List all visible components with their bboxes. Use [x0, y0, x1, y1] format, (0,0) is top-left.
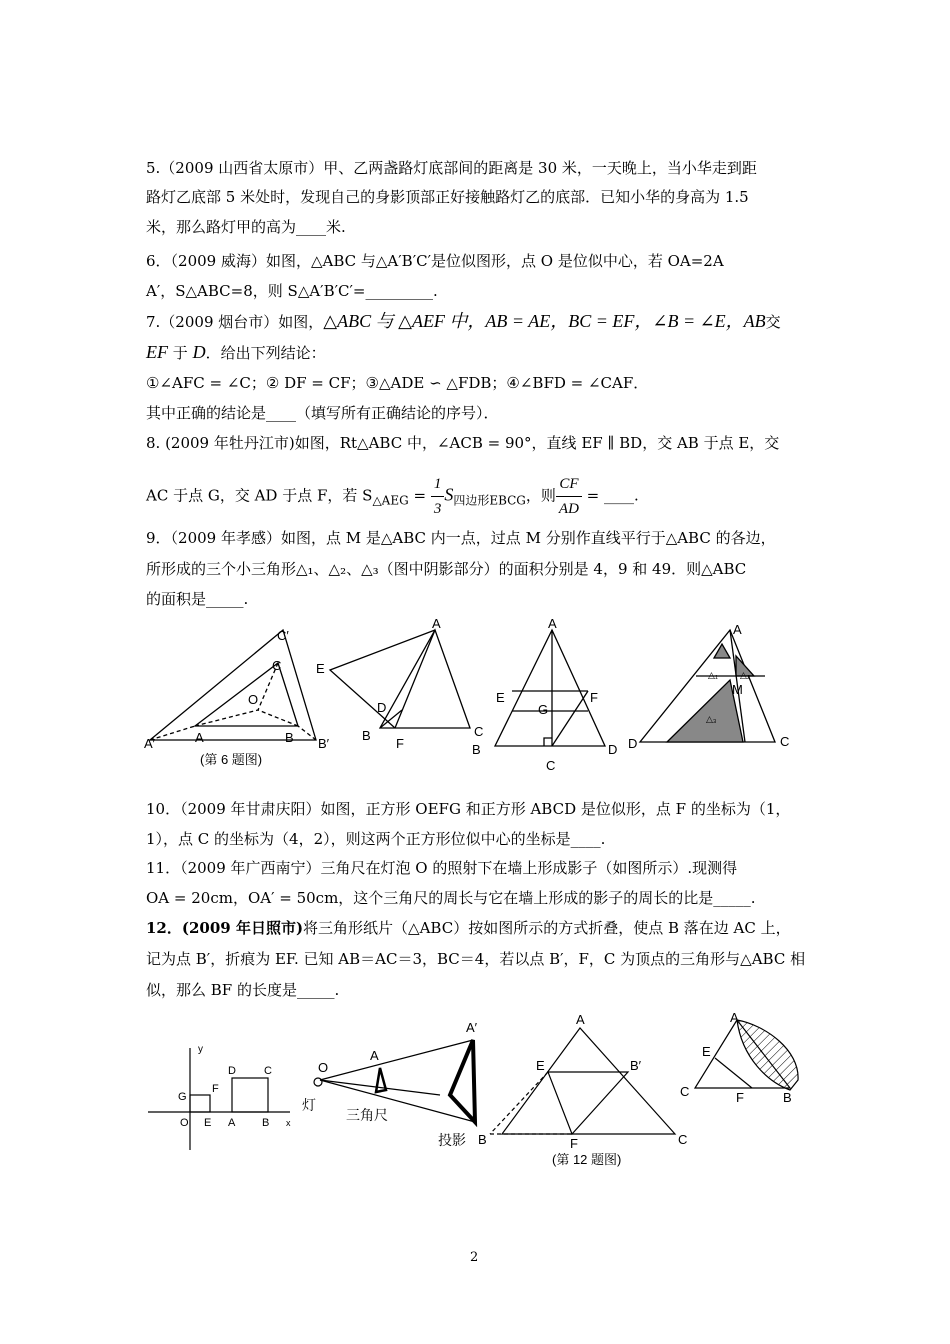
q9-line1: 9．（2009 年孝感）如图，点 M 是△ABC 内一点，过点 M 分别作直线平行于△ABC 的各边，	[146, 529, 776, 547]
f12b-label-b: B	[783, 1090, 792, 1105]
q11-line2: OA = 20cm，OA′ = 50cm，这个三角尺的周长与它在墙上形成的影子的周长的比是_____.	[146, 889, 756, 907]
figure-q8	[495, 630, 605, 746]
q7-line3: ①∠AFC = ∠C；② DF = CF；③△ADE ∽ △FDB；④∠BFD = ∠CAF．	[146, 374, 649, 392]
f10-label-f: F	[212, 1083, 219, 1095]
q11-line1: 11．（2009 年广西南宁）三角尺在灯泡 O 的照射下在墙上形成影子（如图所示）.现测得	[146, 859, 738, 877]
q8-frac2-num: CF	[556, 472, 582, 497]
q8-frac-num: 1	[431, 472, 445, 497]
q12-line2: 记为点 B′，折痕为 EF. 已知 AB＝AC＝3，BC＝4，若以点 B′，F，C 为顶点的三角形与△ABC 相	[146, 950, 806, 968]
f12-label-f: F	[570, 1136, 578, 1151]
f8-label-a: A	[548, 618, 557, 631]
f6-label-c: C	[272, 658, 282, 673]
q7-line2-b: 于	[172, 344, 188, 362]
f9-label-delta2: △₂	[740, 670, 751, 680]
q8-line2-b: ，则	[525, 486, 556, 505]
f12-label-e: E	[536, 1058, 545, 1073]
q7-line2	[146, 342, 326, 363]
q6-line2: A′，S△ABC=8，则 S△A′B′C′=_________.	[146, 282, 438, 300]
figure-q12	[490, 1028, 675, 1134]
f12-label-b-prime: B′	[630, 1058, 642, 1073]
f7-label-b: B	[362, 728, 371, 743]
q7-line2-d: ．给出下列结论：	[205, 344, 326, 362]
q12-line3: 似，那么 BF 的长度是_____.	[146, 981, 340, 999]
f10-label-c: C	[264, 1065, 272, 1077]
f7-label-f: F	[396, 736, 404, 751]
figure-q9	[640, 630, 775, 742]
f10-label-o: O	[180, 1117, 189, 1129]
f8-label-b: B	[472, 742, 481, 757]
q12-line1-rest: 将三角形纸片（△ABC）按如图所示的方式折叠，使点 B 落在边 AC 上，	[303, 919, 791, 937]
q8-line2-a: AC 于点 G，交 AD 于点 F，若 S	[146, 486, 373, 505]
figure-row-1	[140, 618, 810, 773]
f12-label-a: A	[576, 1012, 585, 1027]
q8-line2-c: = ____.	[581, 486, 639, 505]
f9-label-m: M	[732, 682, 743, 697]
f12-label-b: B	[478, 1132, 487, 1147]
q8-frac-den: 3	[433, 501, 442, 517]
f11-label-a: A	[370, 1048, 379, 1063]
q8-frac2-den: AD	[558, 501, 579, 517]
q7-line1	[146, 311, 781, 332]
q7-line4: 其中正确的结论是____（填写所有正确结论的序号）．	[146, 404, 499, 422]
figure-q11	[314, 1040, 475, 1122]
q9-line3: 的面积是_____.	[146, 590, 249, 608]
f6-label-a-prime: A′	[144, 736, 156, 751]
q6-line1: 6．（2009 威海）如图，△ABC 与△A′B′C′是位似图形，点 O 是位似中心，若 OA=2A	[146, 252, 724, 270]
figure-q6	[150, 630, 316, 740]
f12b-label-c: C	[680, 1084, 690, 1099]
f10-label-d: D	[228, 1065, 236, 1077]
f10-label-x: x	[286, 1118, 291, 1128]
f7-label-c: C	[474, 724, 484, 739]
page-number: 2	[470, 1250, 479, 1265]
f7-label-e: E	[316, 661, 325, 676]
q8-eq: =	[408, 486, 431, 505]
f12b-label-e: E	[702, 1044, 711, 1059]
f9-label-d: D	[628, 736, 638, 751]
q8-line2	[146, 472, 639, 521]
f8-label-e: E	[496, 690, 505, 705]
f6-label-o: O	[248, 692, 259, 707]
q12-line1-bold: 12．(2009 年日照市)	[146, 919, 304, 937]
f6-caption: (第 6 题图)	[200, 752, 263, 767]
figure-row-2	[140, 1010, 820, 1175]
q10-line2: 1），点 C 的坐标为（4，2），则这两个正方形位似中心的坐标是____.	[146, 830, 606, 848]
f8-label-c: C	[546, 758, 556, 773]
f12-label-c: C	[678, 1132, 688, 1147]
q5-line3: 米，那么路灯甲的高为____米.	[146, 218, 346, 236]
f12-caption: (第 12 题图)	[552, 1152, 622, 1167]
figure-q7	[330, 630, 470, 728]
f11-label-a-prime: A′	[466, 1020, 478, 1035]
f11-label-lamp: 灯	[302, 1097, 316, 1113]
q12-line1	[146, 918, 791, 938]
f9-label-delta3: △₃	[706, 714, 717, 724]
q7-line2-a: EF	[146, 342, 168, 362]
f7-label-a: A	[432, 618, 441, 631]
f8-label-d: D	[608, 742, 618, 757]
q8-sub1: △AEG	[372, 493, 409, 508]
f7-label-d: D	[377, 700, 387, 715]
figure-q10	[148, 1048, 290, 1150]
f8-label-g: G	[538, 702, 549, 717]
f10-label-g: G	[178, 1091, 187, 1103]
q8-frac-one-third	[431, 472, 445, 521]
f6-label-b-prime: B′	[318, 736, 330, 751]
q5-line1: 5.（2009 山西省太原市）甲、乙两盏路灯底部间的距离是 30 米，一天晚上，当小华走到距	[146, 159, 757, 177]
f6-label-c-prime: C′	[277, 628, 289, 643]
q8-line1: 8. (2009 年牡丹江市)如图，Rt△ABC 中，∠ACB = 90°，直线 EF ∥ BD，交 AB 于点 E，交	[146, 434, 780, 452]
q8-s: S	[444, 484, 454, 505]
q5-line2: 路灯乙底部 5 米处时，发现自己的身影顶部正好接触路灯乙的底部．已知小华的身高为 1.5	[146, 188, 749, 206]
f11-label-o: O	[318, 1060, 329, 1075]
f10-label-a: A	[228, 1117, 236, 1129]
f11-label-shadow: 投影	[438, 1132, 466, 1148]
q7-line1-c: 交	[765, 313, 781, 331]
f10-label-e: E	[204, 1117, 212, 1129]
q8-frac-cf-ad	[556, 472, 582, 521]
q8-sub2: 四边形EBCG	[453, 493, 526, 508]
q9-line2: 所形成的三个小三角形△₁、△₂、△₃（图中阴影部分）的面积分别是 4，9 和 49．则△ABC	[146, 560, 747, 578]
f10-label-y: y	[198, 1044, 203, 1055]
f12b-label-a: A	[730, 1010, 739, 1025]
f6-label-b: B	[285, 730, 294, 745]
f12b-label-f: F	[736, 1090, 744, 1105]
f6-label-a: A	[195, 730, 204, 745]
q10-line1: 10．（2009 年甘肃庆阳）如图，正方形 OEFG 和正方形 ABCD 是位似形，点 F 的坐标为（1，	[146, 800, 791, 818]
q7-line1-math: △ABC 与 △AEF 中，AB = AE，BC = EF，∠B = ∠E，AB	[323, 311, 766, 331]
f9-label-a: A	[733, 622, 742, 637]
f10-label-b: B	[262, 1117, 270, 1129]
q7-line1-a: 7.（2009 烟台市）如图，	[146, 313, 324, 331]
f9-label-c: C	[780, 734, 790, 749]
f9-label-delta1: △₁	[708, 670, 718, 680]
f8-label-f: F	[590, 690, 598, 705]
q7-line2-c: D	[192, 342, 206, 362]
f11-label-triangle-ruler: 三角尺	[346, 1107, 388, 1123]
